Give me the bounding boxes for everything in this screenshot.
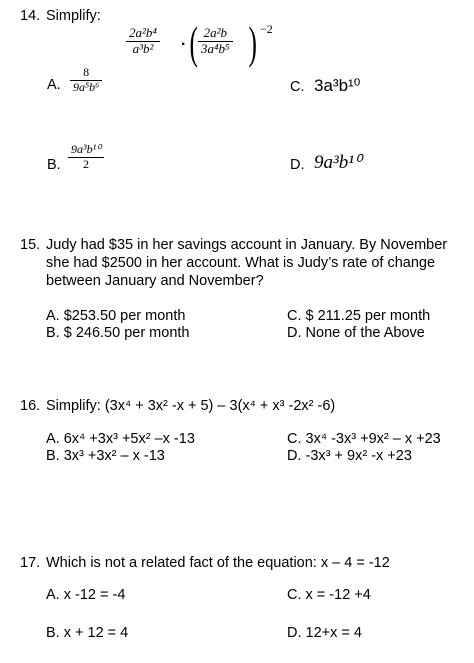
choice-c: C. x = -12 +4 — [287, 587, 371, 603]
question-prompt: Simplify: (3x⁴ + 3x² -x + 5) – 3(x⁴ + x³ -2x² -6) — [46, 398, 336, 414]
fraction-2 — [198, 26, 233, 57]
choice-c: C. 3x⁴ -3x³ +9x² – x +23 — [287, 431, 441, 447]
choice-b-label: B. — [47, 157, 61, 173]
right-paren: ) — [248, 17, 257, 68]
question-line-1: Judy had $35 in her savings account in January. By November — [46, 237, 448, 253]
fraction-1 — [126, 26, 160, 57]
fraction-1-numerator: 2a²b⁴ — [129, 25, 157, 40]
fraction-1-denominator: a³b² — [132, 40, 154, 56]
choice-d: D. None of the Above — [287, 325, 425, 341]
choice-b-numerator: 9a³b¹⁰ — [71, 142, 102, 156]
question-number: 16. — [20, 398, 41, 414]
question-line-3: between January and November? — [46, 273, 264, 289]
exponent: −2 — [260, 22, 273, 36]
choice-b: B. 3x³ +3x² – x -13 — [46, 448, 165, 464]
choice-a-label: A. — [47, 77, 61, 93]
choice-d-text: 9a³b¹⁰ — [314, 152, 362, 173]
question-prompt: Simplify: — [46, 8, 101, 24]
choice-a: A. 6x⁴ +3x³ +5x² –x -13 — [46, 431, 195, 447]
choice-b: B. $ 246.50 per month — [46, 325, 190, 341]
left-paren: ( — [189, 17, 198, 68]
choice-d-label: D. — [290, 157, 305, 173]
choice-a-fraction — [70, 66, 102, 95]
choice-b-denominator: 2 — [83, 156, 89, 171]
fraction-2-denominator: 3a⁴b⁵ — [201, 40, 230, 56]
multiply-dot: · — [181, 36, 187, 53]
choice-a: A. x -12 = -4 — [46, 587, 126, 603]
choice-b: B. x + 12 = 4 — [46, 625, 129, 641]
choice-a-numerator: 8 — [83, 65, 90, 79]
choice-d: D. -3x³ + 9x² -x +23 — [287, 448, 412, 464]
choice-a: A. $253.50 per month — [46, 308, 186, 324]
question-number: 15. — [20, 237, 41, 253]
fraction-2-numerator: 2a²b — [203, 25, 227, 40]
question-number: 14. — [20, 8, 41, 24]
choice-c: C. $ 211.25 per month — [287, 308, 431, 324]
choice-c-text: 3a³b¹⁰ — [314, 76, 361, 95]
choice-a-denominator: 9a⁵b⁶ — [73, 79, 100, 94]
choice-d: D. 12+x = 4 — [287, 625, 362, 641]
question-number: 17. — [20, 555, 41, 571]
choice-c-label: C. — [290, 79, 305, 95]
choice-b-fraction — [68, 143, 104, 172]
question-line-2: she had $2500 in her account. What is Judy’s rate of change — [46, 255, 436, 271]
question-prompt: Which is not a related fact of the equation: x – 4 = -12 — [46, 555, 390, 571]
